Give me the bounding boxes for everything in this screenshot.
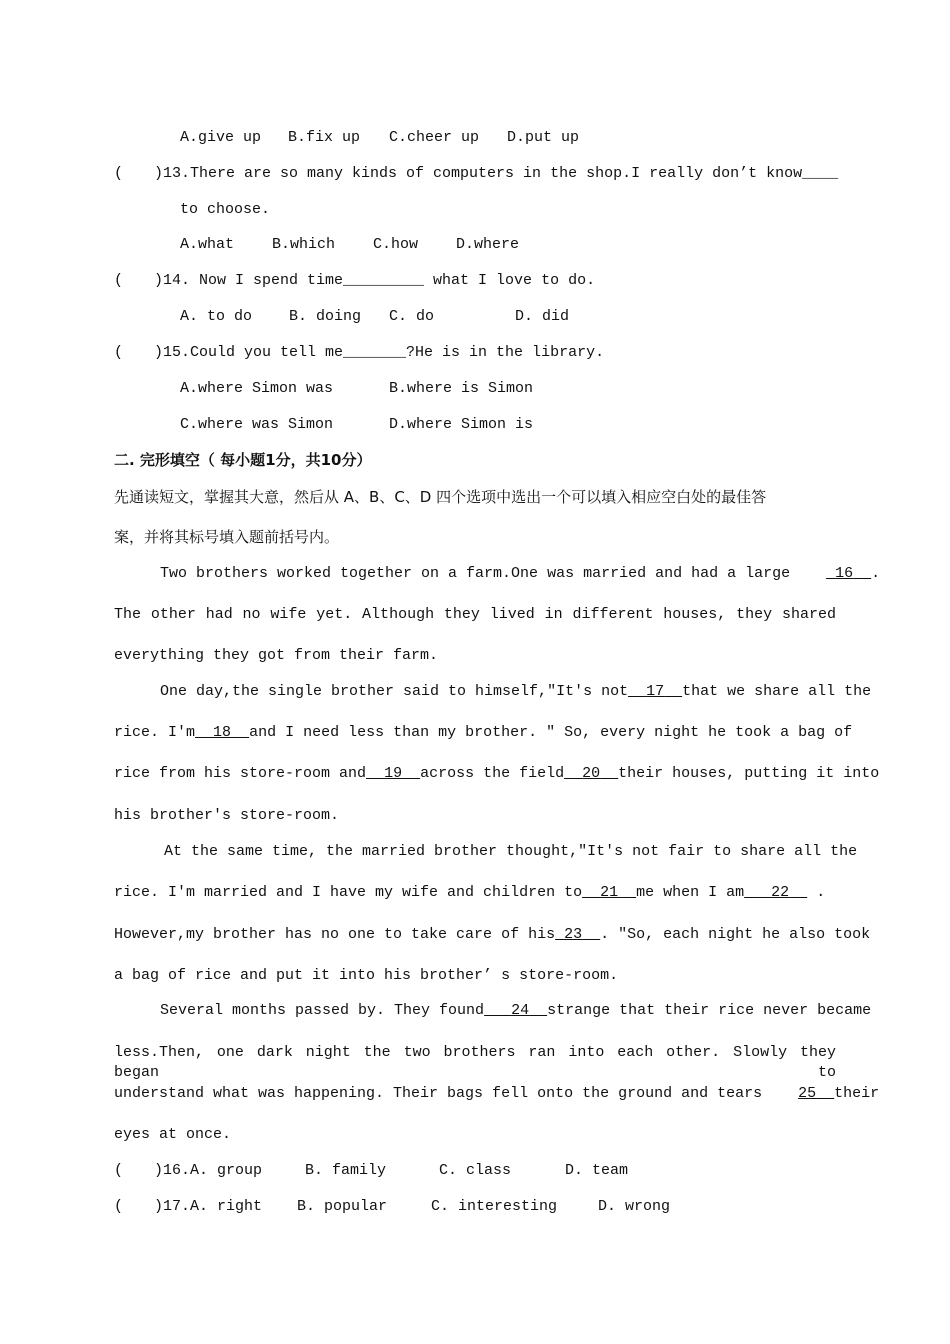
- q14-option-b: B. doing: [289, 308, 362, 325]
- q14-stem: )14. Now I spend time_________ what I love to do.: [154, 272, 596, 289]
- q15-paren: (: [114, 344, 124, 361]
- q13-stem: )13.There are so many kinds of computers in the shop.I really don’t know____: [154, 165, 839, 182]
- blank-22: 22: [771, 884, 790, 901]
- passage-p2-line4: his brother's store-room.: [114, 807, 340, 824]
- passage-p3-line1: At the same time, the married brother thought,"It's not fair to share all the: [164, 843, 858, 860]
- q16-paren: (: [114, 1162, 124, 1179]
- q16-option-b: B. family: [305, 1162, 387, 1179]
- q12-option-c: C.cheer up: [389, 129, 480, 146]
- q17-option-b: B. popular: [297, 1198, 388, 1215]
- q14-paren: (: [114, 272, 124, 289]
- q13-stem-cont: to choose.: [180, 201, 271, 218]
- section-instructions-line1: 先通读短文，掌握其大意，然后从 A、B、C、D 四个选项中选出一个可以填入相应空白处的最佳答: [114, 488, 767, 506]
- blank-16: 16: [835, 565, 854, 582]
- q17-option-a: )17.A. right: [154, 1198, 263, 1215]
- q15-option-a: A.where Simon was: [180, 380, 334, 397]
- blank-23: 23: [564, 926, 583, 943]
- q15-option-c: C.where was Simon: [180, 416, 334, 433]
- passage-p4-line4: eyes at once.: [114, 1126, 232, 1143]
- passage-p3-line4: a bag of rice and put it into his brother’ s store-room.: [114, 967, 619, 984]
- blank-25: 25: [798, 1085, 817, 1102]
- passage-p2-line1: One day,the single brother said to himself,"It's not 17 that we share all the: [160, 683, 872, 700]
- section-title: 二. 完形填空（ 每小题1分，共10分）: [114, 451, 372, 469]
- q16-option-a: )16.A. group: [154, 1162, 263, 1179]
- passage-p1-line3: everything they got from their farm.: [114, 647, 439, 664]
- section-instructions-line2: 案，并将其标号填入题前括号内。: [114, 528, 340, 546]
- blank-21: 21: [600, 884, 619, 901]
- q15-option-b: B.where is Simon: [389, 380, 534, 397]
- q13-option-a: A.what: [180, 236, 235, 253]
- q14-option-c: C. do: [389, 308, 435, 325]
- passage-p3-line2: rice. I'm married and I have my wife and children to 21 me when I am 22 .: [114, 884, 826, 901]
- q13-option-b: B.which: [272, 236, 336, 253]
- q15-stem: )15.Could you tell me_______?He is in the library.: [154, 344, 605, 361]
- q13-paren: (: [114, 165, 124, 182]
- q12-option-b: B.fix up: [288, 129, 361, 146]
- q16-option-d: D. team: [565, 1162, 629, 1179]
- passage-p4-line3: understand what was happening. Their bags fell onto the ground and tears 25 their: [114, 1085, 880, 1102]
- passage-p2-line3: rice from his store-room and 19 across the field 20 their houses, putting it into: [114, 765, 880, 782]
- q12-option-d: D.put up: [507, 129, 580, 146]
- q16-option-c: C. class: [439, 1162, 512, 1179]
- q17-paren: (: [114, 1198, 124, 1215]
- blank-18: 18: [213, 724, 232, 741]
- passage-p1-line2: The other had no wife yet. Although they lived in different houses, they shared: [114, 606, 836, 623]
- passage-p1-line1: Two brothers worked together on a farm.One was married and had a large 16 .: [160, 565, 881, 582]
- q17-option-d: D. wrong: [598, 1198, 671, 1215]
- passage-p4-line1: Several months passed by. They found 24 strange that their rice never became: [160, 1002, 872, 1019]
- blank-20: 20: [582, 765, 601, 782]
- passage-p4-line2: less.Then, one dark night the two brothers ran into each other. Slowly they began to: [114, 1044, 836, 1081]
- q17-option-c: C. interesting: [431, 1198, 558, 1215]
- q12-option-a: A.give up: [180, 129, 262, 146]
- q15-option-d: D.where Simon is: [389, 416, 534, 433]
- q14-option-d: D. did: [515, 308, 570, 325]
- q14-option-a: A. to do: [180, 308, 253, 325]
- q13-option-c: C.how: [373, 236, 419, 253]
- blank-24: 24: [511, 1002, 530, 1019]
- blank-17: 17: [646, 683, 665, 700]
- blank-19: 19: [384, 765, 403, 782]
- passage-p2-line2: rice. I'm 18 and I need less than my brother. " So, every night he took a bag of: [114, 724, 853, 741]
- passage-p3-line3: However,my brother has no one to take care of his 23 . "So, each night he also took: [114, 926, 871, 943]
- q13-option-d: D.where: [456, 236, 520, 253]
